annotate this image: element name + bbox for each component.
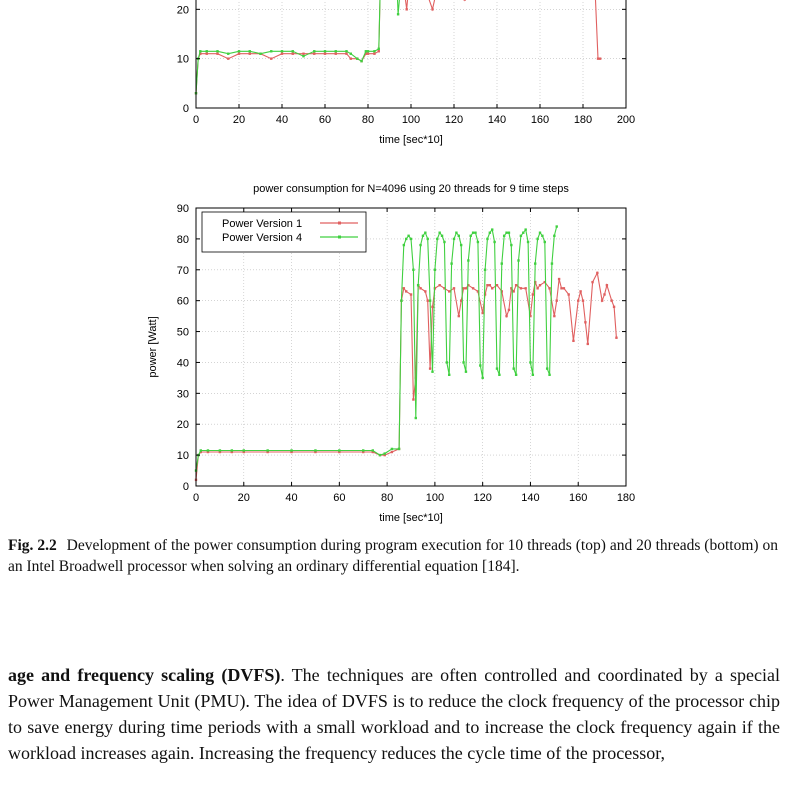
legend-marker [338,236,341,239]
data-point [403,287,405,289]
data-point [405,238,407,240]
data-point [350,57,352,59]
data-point [400,299,402,301]
data-point [503,235,505,237]
data-point [448,290,450,292]
data-point [206,53,208,55]
data-point [508,309,510,311]
data-point [313,53,315,55]
data-point [546,367,548,369]
data-point [335,53,337,55]
x-tick-label: 20 [237,492,250,504]
data-point [266,449,268,451]
data-point [486,284,488,286]
data-point [397,13,399,15]
x-tick-label: 180 [616,492,636,504]
data-point [434,269,436,271]
body-rest: . The techniques are often controlled and coordinated by a special Power Management Unit (PMU). The idea of DVFS is to reduce the clock frequency of the processor chip to save energy during time periods with a small workload and to increase the clock frequency again if the workload increases again. Increasing the frequency reduces the cycle time of the processor, [8,665,781,763]
data-point [465,371,467,373]
data-point [338,449,340,451]
data-point [200,449,202,451]
data-point [455,232,457,234]
data-point [510,244,512,246]
data-point [479,364,481,366]
data-point [207,449,209,451]
data-point [360,60,362,62]
x-tick-label: 0 [192,492,200,504]
data-point [548,287,550,289]
data-point [553,235,555,237]
data-point [378,48,380,50]
data-point [458,235,460,237]
data-point [563,287,565,289]
data-point [551,262,553,264]
x-axis-label: time [sec*10] [379,512,443,524]
data-point [422,235,424,237]
data-point [472,232,474,234]
data-point [290,449,292,451]
data-point [584,321,586,323]
data-point [412,398,414,400]
data-point [465,287,467,289]
data-point [345,53,347,55]
data-point [474,232,476,234]
data-point [419,244,421,246]
data-point [577,299,579,301]
x-tick-label: 140 [521,492,540,504]
data-point [462,361,464,363]
data-point [407,235,409,237]
data-point [532,374,534,376]
data-point [582,299,584,301]
data-point [613,306,615,308]
caption-text: Development of the power consumption during program execution for 10 threads (top) and 20 threads (bottom) on an Intel Broadwell processor when solving an ordinary differential equation [184]. [8,537,778,575]
data-point [391,448,393,450]
data-point [587,343,589,345]
data-point [505,232,507,234]
data-point [472,287,474,289]
x-tick-label: 80 [361,114,375,126]
data-point [508,232,510,234]
data-point [292,50,294,52]
x-axis-label: time [sec*10] [379,134,443,146]
data-point [335,50,337,52]
data-point [216,53,218,55]
data-point [384,452,386,454]
data-point [513,290,515,292]
data-point [491,287,493,289]
data-point [231,449,233,451]
series-line-2 [196,0,411,93]
data-point [541,235,543,237]
data-point [460,244,462,246]
y-tick-label: 70 [176,264,189,277]
data-point [527,241,529,243]
data-point [548,374,550,376]
data-point [410,238,412,240]
data-point [599,57,601,59]
data-point [436,238,438,240]
data-point [558,278,560,280]
data-point [498,374,500,376]
legend-marker [338,222,341,225]
x-tick-label: 200 [616,114,636,126]
data-point [520,235,522,237]
data-point [520,287,522,289]
data-point [517,259,519,261]
data-point [484,269,486,271]
y-tick-label: 10 [176,53,189,66]
data-point [415,417,417,419]
x-tick-label: 180 [573,114,593,126]
x-tick-label: 40 [285,492,298,504]
data-point [534,262,536,264]
data-point [489,284,491,286]
data-point [429,367,431,369]
data-point [398,448,400,450]
data-point [591,281,593,283]
data-point [515,284,517,286]
x-tick-label: 60 [318,114,332,126]
data-point [424,232,426,234]
legend-label: Power Version 4 [222,232,303,244]
data-point [450,262,452,264]
data-point [458,315,460,317]
data-point [431,8,433,10]
data-point [302,55,304,57]
data-point [505,315,507,317]
data-point [522,232,524,234]
x-tick-label: 60 [333,492,346,504]
data-point [477,241,479,243]
data-point [539,232,541,234]
chart-title: power consumption for N=4096 using 20 threads for 9 time steps [253,183,569,195]
x-tick-label: 120 [444,114,464,126]
data-point [427,299,429,301]
data-point [489,232,491,234]
data-point [491,228,493,230]
data-point [515,374,517,376]
data-point [544,241,546,243]
data-point [243,449,245,451]
y-axis-label: power [Watt] [147,316,159,378]
y-tick-label: 0 [182,481,189,493]
data-point [367,53,369,55]
data-point [610,299,612,301]
figure-caption [8,535,778,577]
data-point [219,449,221,451]
data-point [560,287,562,289]
data-point [259,53,261,55]
caption-label: Fig. 2.2 [8,537,57,554]
data-point [496,367,498,369]
data-point [419,287,421,289]
chart-2 [147,183,635,524]
data-point [443,241,445,243]
x-tick-label: 80 [380,492,394,504]
series-line-1 [196,273,616,480]
data-point [524,228,526,230]
y-tick-label: 0 [182,103,189,115]
data-point [350,53,352,55]
data-point [427,238,429,240]
data-point [199,50,201,52]
data-point [446,361,448,363]
data-point [227,57,229,59]
legend-label: Power Version 1 [222,218,303,230]
data-point [391,451,393,453]
x-tick-label: 140 [487,114,507,126]
x-tick-label: 120 [473,492,492,504]
data-point [406,8,408,10]
data-point [481,377,483,379]
data-point [324,50,326,52]
data-point [470,235,472,237]
data-point [356,57,358,59]
y-tick-label: 20 [176,4,189,17]
y-tick-label: 10 [176,450,189,463]
data-point [412,269,414,271]
chart-1 [177,0,635,146]
data-point [362,449,364,451]
x-tick-label: 0 [192,114,200,126]
data-point [597,57,599,59]
data-point [556,225,558,227]
data-point [572,340,574,342]
data-point [372,449,374,451]
data-point [453,238,455,240]
data-point [553,315,555,317]
data-point [438,232,440,234]
y-tick-label: 60 [176,295,189,308]
data-point [302,53,304,55]
data-point [238,53,240,55]
data-point [281,53,283,55]
data-point [513,367,515,369]
data-point [496,284,498,286]
x-tick-label: 160 [530,114,550,126]
body-paragraph [8,662,780,766]
data-point [324,53,326,55]
data-point [579,290,581,292]
data-point [464,0,466,1]
data-point [373,53,375,55]
data-point [467,259,469,261]
data-point [373,50,375,52]
data-point [493,241,495,243]
x-tick-label: 40 [275,114,289,126]
data-point [448,374,450,376]
data-point [378,50,380,52]
data-point [431,371,433,373]
y-tick-label: 50 [176,326,189,339]
data-point [431,306,433,308]
data-point [379,454,381,456]
data-point [462,287,464,289]
data-point [345,50,347,52]
x-tick-label: 100 [425,492,445,504]
data-point [270,57,272,59]
data-point [292,53,294,55]
data-point [424,290,426,292]
y-tick-label: 90 [176,203,189,215]
data-point [405,290,407,292]
data-point [313,50,315,52]
data-point [453,287,455,289]
data-point [556,299,558,301]
data-point [227,53,229,55]
x-tick-label: 160 [569,492,588,504]
data-point [249,50,251,52]
y-tick-label: 40 [176,357,189,370]
data-point [417,284,419,286]
data-point [486,238,488,240]
y-tick-label: 30 [176,388,189,401]
data-point [441,235,443,237]
data-point [314,449,316,451]
x-tick-label: 100 [401,114,421,126]
data-point [524,287,526,289]
y-tick-label: 80 [176,233,189,246]
data-point [481,312,483,314]
body-bold-lead: age and frequency scaling (DVFS) [8,665,281,685]
data-point [532,293,534,295]
data-point [249,53,251,55]
data-point [536,238,538,240]
y-tick-label: 20 [176,419,189,432]
data-point [539,284,541,286]
data-point [216,50,218,52]
data-point [606,284,608,286]
data-point [603,293,605,295]
data-point [615,337,617,339]
data-point [596,272,598,274]
data-point [410,293,412,295]
data-point [365,50,367,52]
data-point [206,50,208,52]
data-point [367,50,369,52]
data-point [501,262,503,264]
data-point [238,50,240,52]
x-tick-label: 20 [232,114,246,126]
data-point [429,299,431,301]
data-point [438,284,440,286]
data-point [270,50,272,52]
data-point [529,361,531,363]
data-point [403,244,405,246]
data-point [536,287,538,289]
data-point [281,50,283,52]
data-point [567,293,569,295]
data-point [601,299,603,301]
